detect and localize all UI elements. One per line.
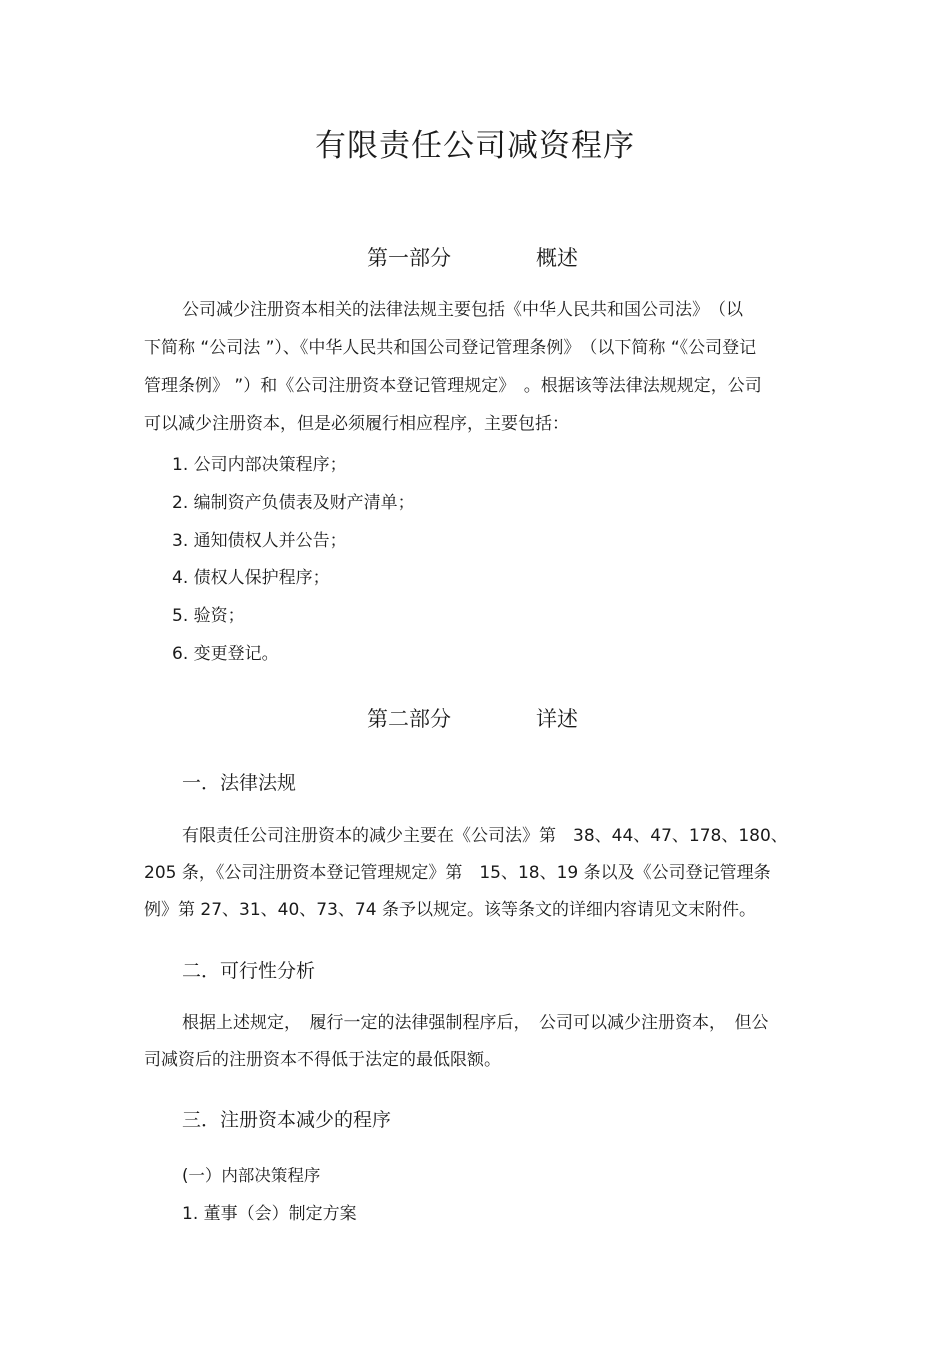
laws-line-3: 例》第 27、31、40、73、74 条予以规定。该等条文的详细内容请见文末附件。: [144, 900, 756, 920]
subsection-internal-decision: (一）内部决策程序: [182, 1166, 321, 1185]
procedure-item-1: 1. 董事（会）制定方案: [182, 1204, 357, 1224]
section-heading-procedure: 三．注册资本减少的程序: [182, 1109, 392, 1131]
intro-line-3: 管理条例》 ”）和《公司注册资本登记管理规定》 。根据该等法律法规规定，公司: [144, 376, 762, 396]
list-item-1: 1. 公司内部决策程序；: [172, 455, 347, 475]
feasibility-line-2: 司减资后的注册资本不得低于法定的最低限额。: [144, 1050, 501, 1070]
part-one-title: 概述: [536, 246, 578, 270]
intro-line-2: 下简称 “公司法 ”）、《中华人民共和国公司登记管理条例》 （以下简称 “《公司登记: [144, 338, 757, 358]
list-item-5: 5. 验资；: [172, 606, 245, 626]
intro-line-1: 公司减少注册资本相关的法律法规主要包括《中华人民共和国公司法》 （以: [182, 300, 743, 320]
list-item-2: 2. 编制资产负债表及财产清单；: [172, 493, 415, 513]
section-heading-laws: 一．法律法规: [182, 772, 297, 794]
section-heading-feasibility: 二．可行性分析: [182, 960, 316, 982]
laws-line-1: 有限责任公司注册资本的减少主要在《公司法》第 38、44、47、178、180、: [182, 826, 788, 846]
intro-line-4: 可以减少注册资本，但是必须履行相应程序，主要包括：: [144, 414, 569, 434]
part-one-label: 第一部分: [367, 246, 451, 270]
document-title: 有限责任公司减资程序: [315, 128, 635, 164]
list-item-3: 3. 通知债权人并公告；: [172, 531, 347, 551]
part-two-label: 第二部分: [367, 707, 451, 731]
feasibility-line-1: 根据上述规定， 履行一定的法律强制程序后， 公司可以减少注册资本， 但公: [182, 1013, 769, 1033]
laws-line-2: 205 条，《公司注册资本登记管理规定》第 15、18、19 条以及《公司登记管理条: [144, 863, 771, 883]
list-item-6: 6. 变更登记。: [172, 644, 279, 664]
list-item-4: 4. 债权人保护程序；: [172, 568, 330, 588]
part-two-title: 详述: [536, 707, 578, 731]
